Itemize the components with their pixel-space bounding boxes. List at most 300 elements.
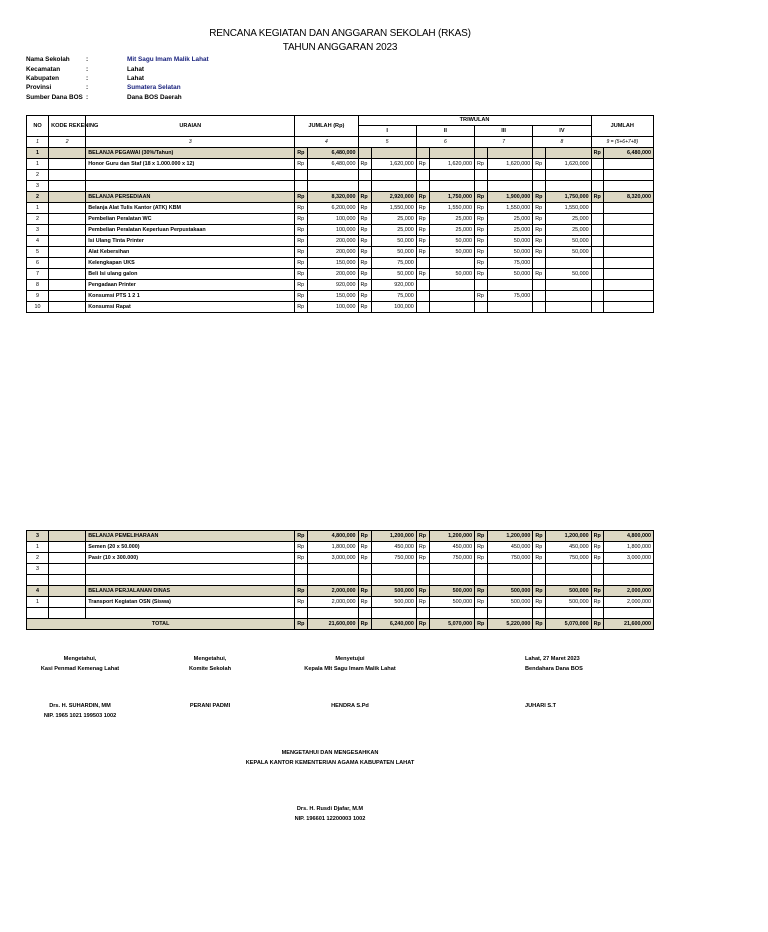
row-q3: 50,000: [488, 247, 533, 258]
row-total: [603, 214, 653, 225]
header-jumlah: JUMLAH: [591, 116, 653, 137]
row-total: [603, 225, 653, 236]
row-q2: 500,000: [429, 586, 474, 597]
row-total-currency: [591, 181, 603, 192]
row-q2: 1,550,000: [429, 203, 474, 214]
row-q4-currency: Rp: [533, 236, 546, 247]
row-q1: 75,000: [371, 258, 416, 269]
row-q3-currency: Rp: [475, 203, 488, 214]
row-uraian: [86, 575, 295, 586]
row-amount-currency: Rp: [295, 214, 308, 225]
row-q1: [371, 575, 416, 586]
row-kode: [49, 247, 86, 258]
row-q3: 50,000: [488, 269, 533, 280]
row-q2: 450,000: [429, 542, 474, 553]
header-triwulan: TRIWULAN: [358, 116, 591, 126]
row-q2-currency: [416, 575, 429, 586]
row-q4: 1,550,000: [546, 203, 591, 214]
row-q4: 750,000: [546, 553, 591, 564]
table-row: [27, 542, 654, 553]
row-q1-currency: Rp: [358, 269, 371, 280]
row-q4-currency: Rp: [533, 192, 546, 203]
row-total-currency: [591, 247, 603, 258]
info-row: Sumber Dana BOS : Dana BOS Daerah: [26, 94, 182, 101]
row-amount-currency: Rp: [295, 291, 308, 302]
row-q2: [429, 564, 474, 575]
row-q3: 500,000: [488, 597, 533, 608]
row-q3: 750,000: [488, 553, 533, 564]
row-amount-currency: [295, 170, 308, 181]
school-info: [26, 55, 209, 103]
row-uraian: BELANJA PERSEDIAAN: [86, 192, 295, 203]
row-uraian: Pembelian Peralatan WC: [86, 214, 295, 225]
sign-kasi-nip: NIP. 1965 1021 199503 1002: [43, 713, 117, 719]
row-q1: 75,000: [371, 291, 416, 302]
row-amount: 4,800,000: [308, 531, 358, 542]
row-q2-currency: Rp: [416, 192, 429, 203]
row-q4-currency: Rp: [533, 247, 546, 258]
row-q1: 50,000: [371, 236, 416, 247]
row-q4-currency: Rp: [533, 203, 546, 214]
row-total: [603, 608, 653, 619]
row-q2-currency: Rp: [416, 214, 429, 225]
table-row: [27, 214, 654, 225]
row-amount-currency: Rp: [295, 302, 308, 313]
doc-title: RENCANA KEGIATAN DAN ANGGARAN SEKOLAH (RKAS): [209, 28, 471, 39]
row-q4-currency: [533, 575, 546, 586]
row-q1-currency: Rp: [358, 236, 371, 247]
table-row: [27, 225, 654, 236]
sign-kankemenag-title: MENGETAHUI DAN MENGESAHKAN: [281, 750, 379, 756]
row-q1: [371, 148, 416, 159]
row-q4: 450,000: [546, 542, 591, 553]
sign-kepala-name: HENDRA S.Pd: [331, 703, 369, 709]
row-uraian: Konsumsi Rapat: [86, 302, 295, 313]
header-jumlah-rp: JUMLAH (Rp): [295, 116, 358, 137]
row-kode: [49, 258, 86, 269]
row-q4: 500,000: [546, 597, 591, 608]
row-no: 1: [27, 159, 49, 170]
row-no: 4: [27, 236, 49, 247]
row-no: 2: [27, 214, 49, 225]
row-no: [27, 575, 49, 586]
row-total: [603, 159, 653, 170]
row-amount: 6,480,000: [308, 148, 358, 159]
row-q4-currency: Rp: [533, 553, 546, 564]
row-q1-currency: [358, 148, 371, 159]
row-amount: 2,000,000: [308, 586, 358, 597]
row-uraian: Isi Ulang Tinta Printer: [86, 236, 295, 247]
row-q4: [546, 170, 591, 181]
total-q4: 5,070,000: [546, 619, 591, 630]
row-amount-currency: Rp: [295, 531, 308, 542]
row-q3-currency: Rp: [475, 542, 488, 553]
row-q4-currency: [533, 148, 546, 159]
row-no: 1: [27, 148, 49, 159]
row-q4: [546, 302, 591, 313]
row-q4: 50,000: [546, 236, 591, 247]
row-q2: 50,000: [429, 236, 474, 247]
row-total: [603, 291, 653, 302]
row-total-currency: Rp: [591, 553, 603, 564]
header-q2: II: [416, 126, 474, 137]
row-q4-currency: Rp: [533, 586, 546, 597]
row-amount: 6,200,000: [308, 203, 358, 214]
row-q4-currency: [533, 258, 546, 269]
row-uraian: Pengadaan Printer: [86, 280, 295, 291]
row-uraian: [86, 170, 295, 181]
row-q4-currency: [533, 608, 546, 619]
row-total-currency: [591, 291, 603, 302]
row-q3-currency: Rp: [475, 247, 488, 258]
row-uraian: [86, 564, 295, 575]
row-uraian: Semen (20 x 50.000): [86, 542, 295, 553]
section-row: [27, 192, 654, 203]
row-q3-currency: Rp: [475, 291, 488, 302]
row-kode: [49, 280, 86, 291]
total-q3: 5,220,000: [488, 619, 533, 630]
row-amount: 3,000,000: [308, 553, 358, 564]
row-no: 3: [27, 181, 49, 192]
row-kode: [49, 181, 86, 192]
row-q2: 500,000: [429, 597, 474, 608]
row-q4-currency: [533, 280, 546, 291]
row-q3-currency: Rp: [475, 269, 488, 280]
row-uraian: BELANJA PEMELIHARAAN: [86, 531, 295, 542]
row-q3: [488, 170, 533, 181]
row-amount-currency: Rp: [295, 280, 308, 291]
row-total: 8,320,000: [603, 192, 653, 203]
row-q3: 450,000: [488, 542, 533, 553]
row-q2: [429, 170, 474, 181]
row-q1-currency: [358, 575, 371, 586]
header-q4: IV: [533, 126, 591, 137]
row-q1-currency: Rp: [358, 586, 371, 597]
row-no: 1: [27, 597, 49, 608]
total-q2-currency: Rp: [416, 619, 429, 630]
row-q4: [546, 280, 591, 291]
row-amount-currency: [295, 575, 308, 586]
sign-bendahara-role: Bendahara Dana BOS: [525, 666, 583, 672]
row-no: 3: [27, 564, 49, 575]
budget-table-page1: [26, 115, 654, 313]
row-q4: 50,000: [546, 269, 591, 280]
row-q1: 25,000: [371, 225, 416, 236]
row-uraian: [86, 608, 295, 619]
row-q4: 1,750,000: [546, 192, 591, 203]
row-q3: 1,900,000: [488, 192, 533, 203]
row-q2-currency: Rp: [416, 542, 429, 553]
row-amount: 150,000: [308, 291, 358, 302]
row-q4: [546, 258, 591, 269]
row-q3: 500,000: [488, 586, 533, 597]
total-row: [27, 619, 654, 630]
row-q4: 1,620,000: [546, 159, 591, 170]
row-q4: 50,000: [546, 247, 591, 258]
row-amount-currency: Rp: [295, 159, 308, 170]
row-total: [603, 269, 653, 280]
row-q3-currency: Rp: [475, 586, 488, 597]
row-total: [603, 280, 653, 291]
table-row: [27, 247, 654, 258]
row-amount-currency: Rp: [295, 542, 308, 553]
row-no: 8: [27, 280, 49, 291]
row-amount-currency: Rp: [295, 586, 308, 597]
table-row: [27, 236, 654, 247]
index-row: 1 2 3 4 5 6 7 8 9 = (5+6+7+8): [27, 137, 654, 148]
row-amount: [308, 170, 358, 181]
row-q2-currency: [416, 148, 429, 159]
row-amount-currency: Rp: [295, 148, 308, 159]
table-row: [27, 181, 654, 192]
header-q1: I: [358, 126, 416, 137]
row-q1: [371, 181, 416, 192]
row-total: 3,000,000: [603, 553, 653, 564]
sign-bendahara-date: Lahat, 27 Maret 2023: [525, 656, 580, 662]
row-amount-currency: Rp: [295, 203, 308, 214]
table-row: [27, 269, 654, 280]
row-q4-currency: Rp: [533, 159, 546, 170]
row-q1-currency: Rp: [358, 192, 371, 203]
row-no: 9: [27, 291, 49, 302]
row-kode: [49, 291, 86, 302]
row-kode: [49, 564, 86, 575]
row-total-currency: [591, 608, 603, 619]
sign-kasi-title: Mengetahui,: [63, 656, 97, 662]
row-total: [603, 236, 653, 247]
row-no: 4: [27, 586, 49, 597]
row-q2-currency: [416, 291, 429, 302]
row-q2-currency: [416, 258, 429, 269]
row-amount: 150,000: [308, 258, 358, 269]
row-uraian: Konsumsi PTS 1 2 1: [86, 291, 295, 302]
row-amount-currency: [295, 181, 308, 192]
row-no: 2: [27, 192, 49, 203]
header-kode: KODE REKENING: [49, 116, 86, 137]
row-kode: [49, 542, 86, 553]
row-q3: 25,000: [488, 214, 533, 225]
row-q1: 50,000: [371, 269, 416, 280]
row-no: 3: [27, 225, 49, 236]
row-q1-currency: Rp: [358, 225, 371, 236]
row-q1-currency: [358, 181, 371, 192]
row-q2: [429, 291, 474, 302]
row-kode: [49, 203, 86, 214]
row-q4-currency: Rp: [533, 214, 546, 225]
row-q1-currency: Rp: [358, 258, 371, 269]
row-no: 6: [27, 258, 49, 269]
row-q2: [429, 575, 474, 586]
row-amount: 6,480,000: [308, 159, 358, 170]
row-uraian: BELANJA PERJALANAN DINAS: [86, 586, 295, 597]
sign-kankemenag-name: Drs. H. Rusdi Djafar, M.M: [296, 806, 364, 812]
sign-bendahara-name: JUHARI S.T: [525, 703, 557, 709]
row-q1-currency: Rp: [358, 247, 371, 258]
row-q2-currency: Rp: [416, 247, 429, 258]
row-q1-currency: Rp: [358, 531, 371, 542]
row-total: [603, 181, 653, 192]
row-total: 2,000,000: [603, 597, 653, 608]
row-q4: 25,000: [546, 214, 591, 225]
row-q2-currency: [416, 302, 429, 313]
row-kode: [49, 214, 86, 225]
row-q3: [488, 302, 533, 313]
row-q1: 500,000: [371, 597, 416, 608]
info-row: Provinsi : Sumatera Selatan: [26, 84, 181, 91]
total-q1: 6,240,000: [371, 619, 416, 630]
row-q1-currency: Rp: [358, 280, 371, 291]
row-total-currency: Rp: [591, 597, 603, 608]
sign-kankemenag-role: KEPALA KANTOR KEMENTERIAN AGAMA KABUPATEN LAHAT: [245, 760, 415, 766]
row-kode: [49, 159, 86, 170]
row-total: [603, 258, 653, 269]
row-uraian: Belanja Alat Tulis Kantor (ATK) KBM: [86, 203, 295, 214]
row-q2-currency: Rp: [416, 225, 429, 236]
row-kode: [49, 170, 86, 181]
row-no: 1: [27, 542, 49, 553]
row-total-currency: [591, 575, 603, 586]
row-q3: [488, 564, 533, 575]
row-uraian: Alat Kebersihan: [86, 247, 295, 258]
row-amount: [308, 575, 358, 586]
row-q1-currency: [358, 564, 371, 575]
row-q1: 450,000: [371, 542, 416, 553]
row-q4: [546, 608, 591, 619]
row-amount-currency: Rp: [295, 553, 308, 564]
row-q4: 25,000: [546, 225, 591, 236]
row-q2-currency: [416, 608, 429, 619]
row-q4: [546, 575, 591, 586]
row-q3-currency: [475, 575, 488, 586]
row-q4: [546, 291, 591, 302]
row-q2-currency: [416, 564, 429, 575]
row-q3-currency: [475, 148, 488, 159]
row-amount: [308, 608, 358, 619]
row-q1: 2,920,000: [371, 192, 416, 203]
row-amount-currency: Rp: [295, 269, 308, 280]
row-q2-currency: Rp: [416, 203, 429, 214]
row-q3: 50,000: [488, 236, 533, 247]
row-amount: 200,000: [308, 236, 358, 247]
row-amount-currency: [295, 608, 308, 619]
row-q3: [488, 148, 533, 159]
info-row: Kabupaten : Lahat: [26, 75, 145, 82]
row-kode: [49, 575, 86, 586]
row-kode: [49, 225, 86, 236]
total-label: TOTAL: [27, 619, 295, 630]
row-no: 5: [27, 247, 49, 258]
table-row: [27, 597, 654, 608]
row-q1-currency: Rp: [358, 214, 371, 225]
row-kode: [49, 269, 86, 280]
row-q2: 25,000: [429, 214, 474, 225]
row-uraian: Pasir (10 x 300.000): [86, 553, 295, 564]
row-q2: [429, 148, 474, 159]
row-amount-currency: [295, 564, 308, 575]
table-row: [27, 302, 654, 313]
row-q4-currency: Rp: [533, 225, 546, 236]
row-q3-currency: [475, 302, 488, 313]
section-row: [27, 586, 654, 597]
row-q3-currency: Rp: [475, 159, 488, 170]
row-q1: 920,000: [371, 280, 416, 291]
table-row: [27, 553, 654, 564]
row-total: 2,000,000: [603, 586, 653, 597]
row-q3-currency: [475, 564, 488, 575]
row-q4-currency: [533, 564, 546, 575]
row-q4: [546, 181, 591, 192]
header-no: NO: [27, 116, 49, 137]
table-row: [27, 575, 654, 586]
row-amount-currency: Rp: [295, 247, 308, 258]
section-row: [27, 148, 654, 159]
row-q1: 50,000: [371, 247, 416, 258]
row-q1-currency: Rp: [358, 542, 371, 553]
row-kode: [49, 597, 86, 608]
row-q2: 25,000: [429, 225, 474, 236]
row-q4-currency: [533, 291, 546, 302]
row-total-currency: Rp: [591, 542, 603, 553]
total-amount-currency: Rp: [295, 619, 308, 630]
row-uraian: Transport Kegiatan OSN (Siswa): [86, 597, 295, 608]
row-q4-currency: Rp: [533, 542, 546, 553]
row-total: [603, 170, 653, 181]
row-total: [603, 247, 653, 258]
row-q2: 1,750,000: [429, 192, 474, 203]
row-q2: 50,000: [429, 247, 474, 258]
row-total: [603, 575, 653, 586]
row-q4-currency: Rp: [533, 269, 546, 280]
row-total-currency: Rp: [591, 531, 603, 542]
row-uraian: [86, 181, 295, 192]
row-q1-currency: Rp: [358, 203, 371, 214]
row-q3: 1,620,000: [488, 159, 533, 170]
row-q2: [429, 302, 474, 313]
row-q1: 1,620,000: [371, 159, 416, 170]
sign-komite-name: PERANI PADMI: [189, 703, 231, 709]
row-amount: 100,000: [308, 225, 358, 236]
row-total: 1,800,000: [603, 542, 653, 553]
sign-komite-title: Mengetahui,: [193, 656, 227, 662]
row-amount: [308, 564, 358, 575]
row-q4-currency: [533, 170, 546, 181]
row-q2: [429, 258, 474, 269]
row-q1-currency: [358, 608, 371, 619]
row-kode: [49, 586, 86, 597]
row-total: [603, 203, 653, 214]
row-q2-currency: Rp: [416, 586, 429, 597]
row-no: 10: [27, 302, 49, 313]
row-q3-currency: [475, 280, 488, 291]
table-row: [27, 564, 654, 575]
row-q1: [371, 170, 416, 181]
row-kode: [49, 531, 86, 542]
table-row: [27, 203, 654, 214]
row-q2-currency: Rp: [416, 159, 429, 170]
row-amount-currency: Rp: [295, 236, 308, 247]
row-kode: [49, 148, 86, 159]
row-total: 4,800,000: [603, 531, 653, 542]
row-q1: 100,000: [371, 302, 416, 313]
row-kode: [49, 553, 86, 564]
row-amount: 920,000: [308, 280, 358, 291]
row-q3: [488, 181, 533, 192]
row-q3: [488, 280, 533, 291]
row-total-currency: Rp: [591, 148, 603, 159]
row-q2-currency: Rp: [416, 597, 429, 608]
row-amount: 200,000: [308, 247, 358, 258]
row-q3-currency: [475, 181, 488, 192]
